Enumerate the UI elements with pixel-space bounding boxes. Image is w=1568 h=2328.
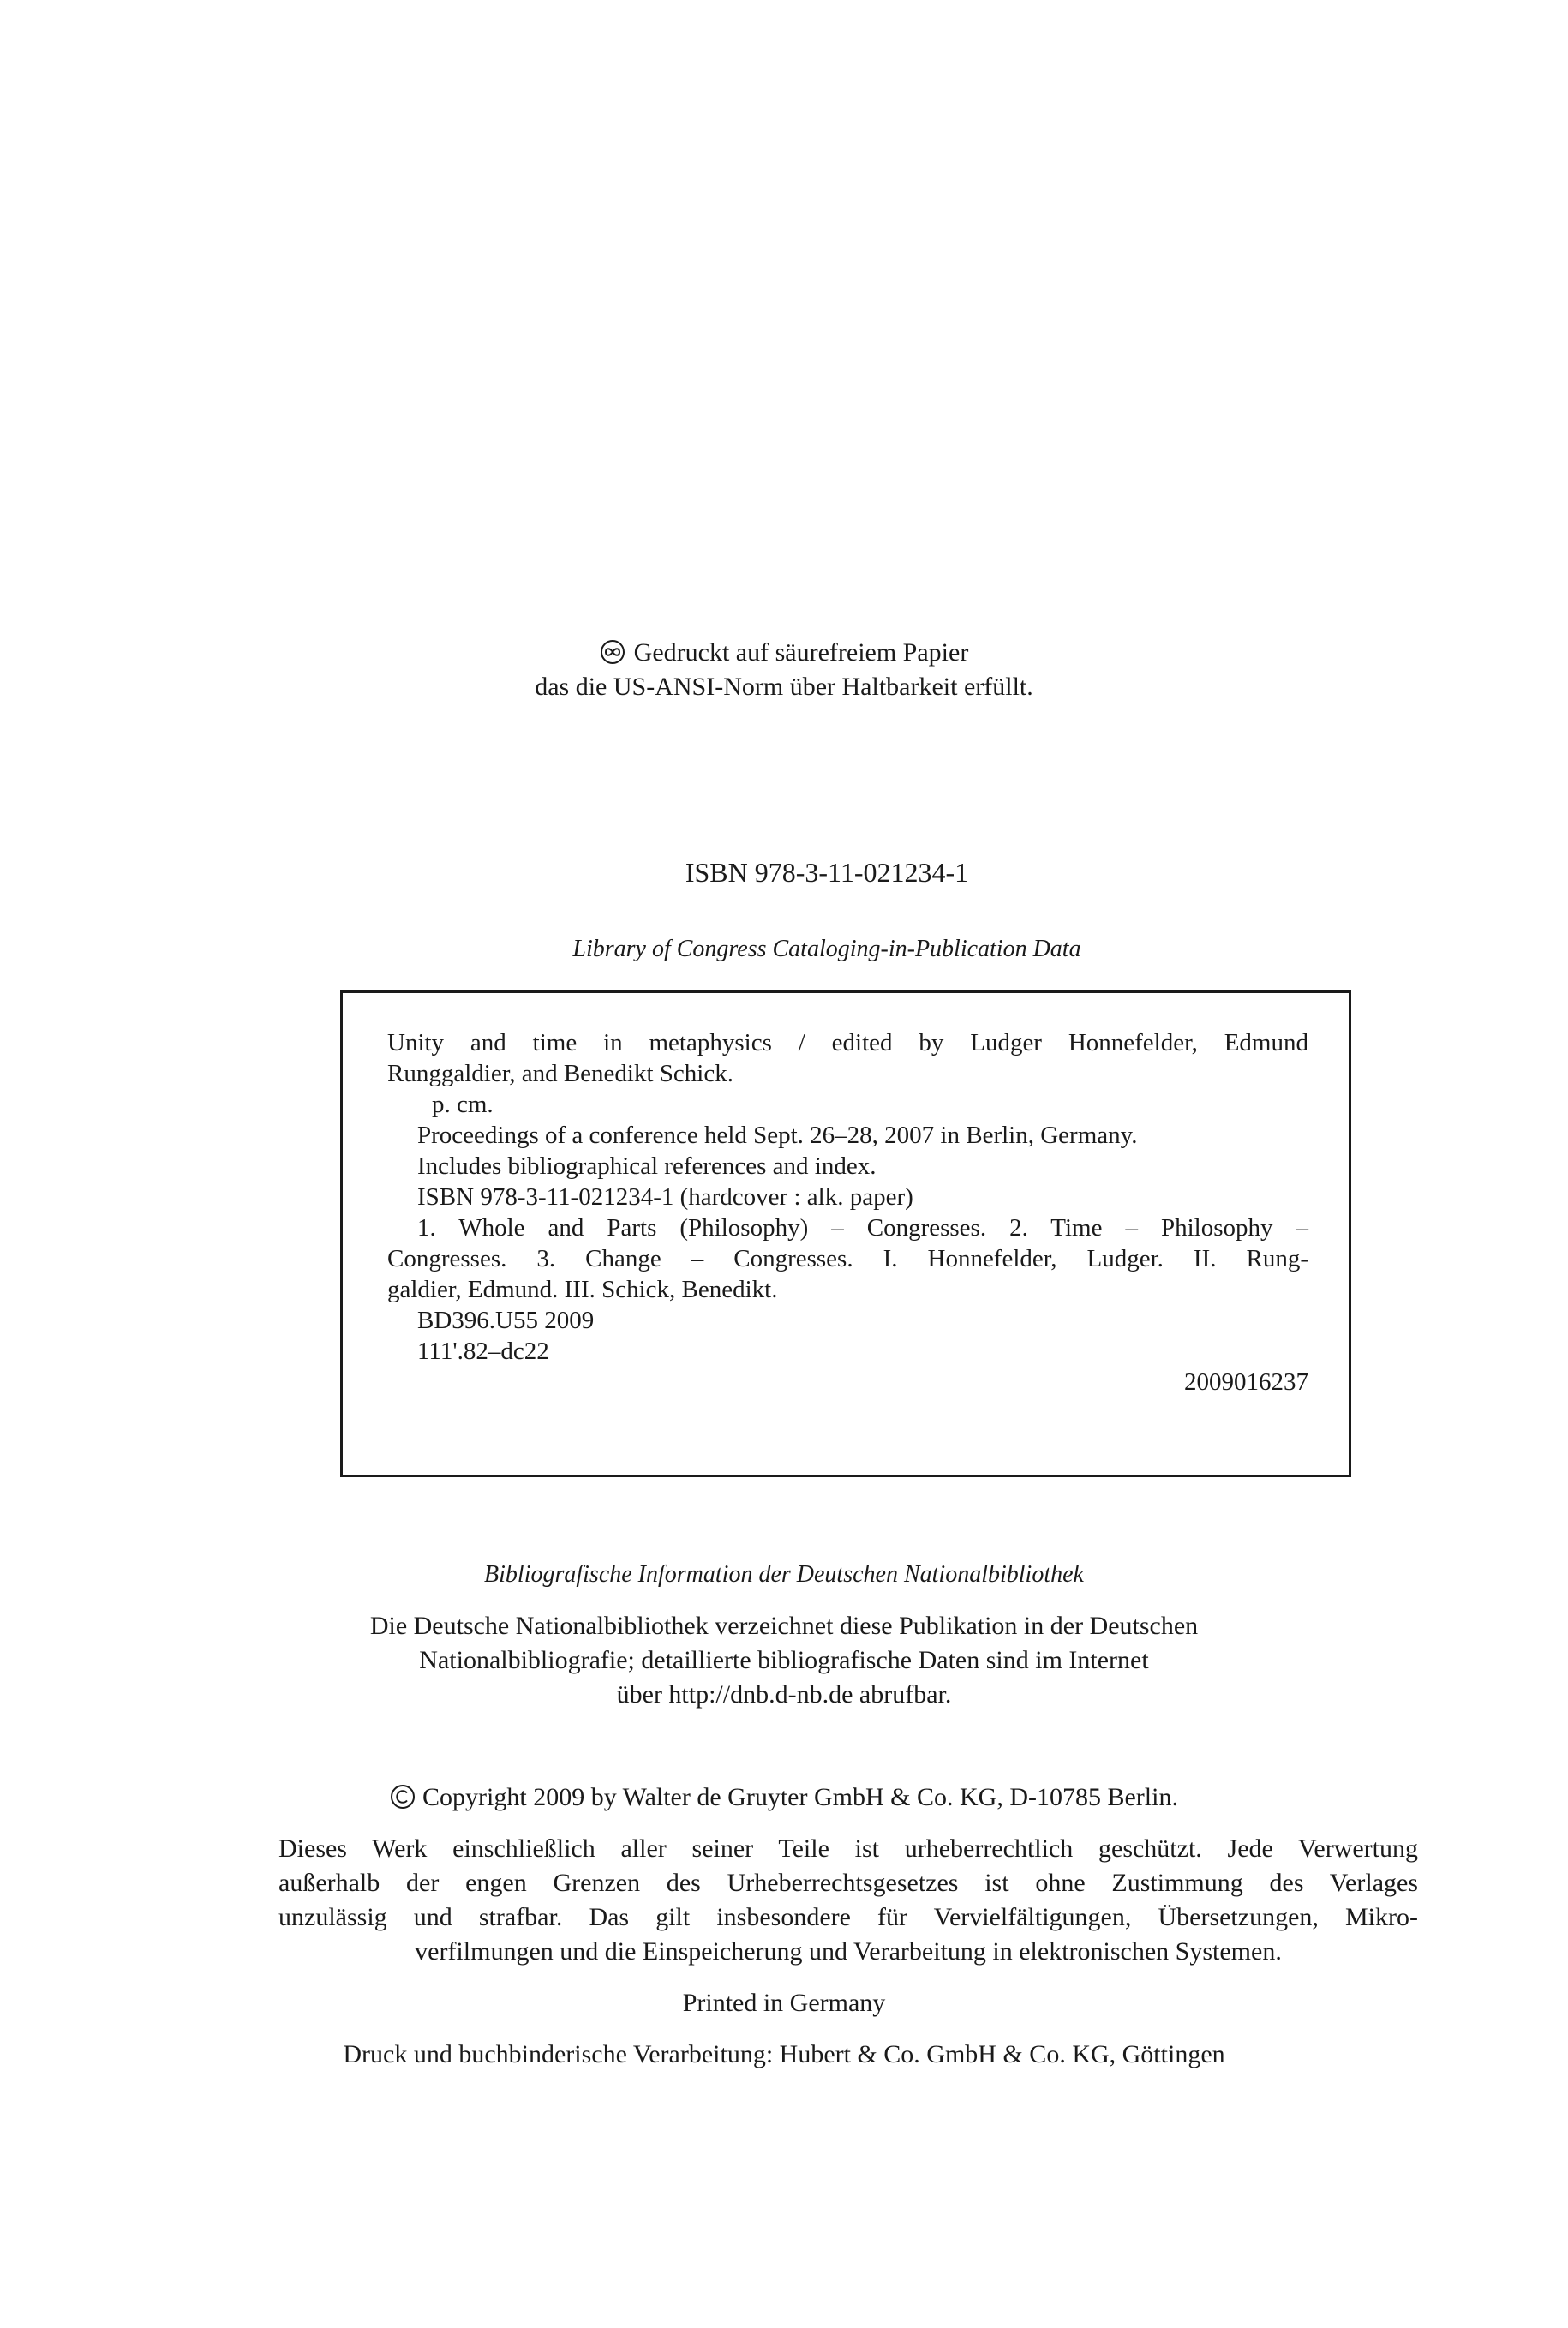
- printed-in: [0, 1986, 1568, 2020]
- printed-in-text: Printed in Germany: [682, 1989, 886, 2017]
- cip-line: ISBN 978-3-11-021234-1 (hardcover : alk. paper): [417, 1183, 913, 1211]
- rights-line: verfilmungen und die Einspeicherung und Verarbeitung in elektronischen Systemen.: [415, 1937, 1282, 1966]
- printer-info: [0, 2038, 1568, 2072]
- cip-line: 111'.82–dc22: [417, 1338, 549, 1365]
- copyright-notice: [0, 1780, 1568, 1815]
- cip-data-text: [387, 1027, 1308, 1397]
- dnb-heading: Bibliografische Information der Deutschen Nationalbibliothek: [484, 1561, 1084, 1588]
- cip-line: p. cm.: [432, 1091, 494, 1118]
- loc-cip-heading: Library of Congress Cataloging-in-Publication Data: [572, 936, 1081, 962]
- cip-line: Unity and time in metaphysics / edited by Ludger Honnefelder, Edmund: [387, 1029, 1308, 1056]
- dnb-line: Nationalbibliografie; detaillierte bibliografische Daten sind im Internet: [419, 1646, 1149, 1674]
- dnb-info: [0, 1609, 1568, 1712]
- isbn-main: ISBN 978-3-11-021234-1: [685, 857, 969, 888]
- cip-line: Proceedings of a conference held Sept. 26–28, 2007 in Berlin, Germany.: [417, 1122, 1138, 1149]
- copyright-icon: [390, 1784, 416, 1810]
- printer-info-text: Druck und buchbinderische Verarbeitung: Hubert & Co. GmbH & Co. KG, Göttingen: [343, 2040, 1225, 2068]
- cip-line: Congresses. 3. Change – Congresses. I. Honnefelder, Ludger. II. Rung-: [387, 1245, 1308, 1272]
- cip-line: Includes bibliographical references and index.: [417, 1152, 877, 1180]
- infinity-paper-icon: [600, 639, 625, 665]
- acid-free-paper-note: [0, 636, 1568, 704]
- paper-note-text-1: Gedruckt auf säurefreiem Papier: [633, 638, 969, 667]
- rights-line: unzulässig und strafbar. Das gilt insbesondere für Vervielfältigungen, Übersetzungen, Mikro-: [278, 1903, 1418, 1931]
- paper-note-line-1: [0, 636, 1568, 670]
- rights-paragraph: [278, 1832, 1418, 1969]
- lccn-number: 2009016237: [1184, 1368, 1308, 1396]
- cip-line: galdier, Edmund. III. Schick, Benedikt.: [387, 1276, 778, 1303]
- rights-line: Dieses Werk einschließlich aller seiner Teile ist urheberrechtlich geschützt. Jede Verwertung: [278, 1834, 1418, 1863]
- dnb-line: Die Deutsche Nationalbibliothek verzeichnet diese Publikation in der Deutschen: [369, 1612, 1199, 1640]
- cip-line: 1. Whole and Parts (Philosophy) – Congresses. 2. Time – Philosophy –: [417, 1214, 1308, 1242]
- rights-line: außerhalb der engen Grenzen des Urheberrechtsgesetzes ist ohne Zustimmung des Verlages: [278, 1869, 1418, 1897]
- cip-line: Runggaldier, and Benedikt Schick.: [387, 1060, 733, 1087]
- copyright-text: Copyright 2009 by Walter de Gruyter GmbH & Co. KG, D-10785 Berlin.: [422, 1783, 1178, 1811]
- paper-note-line-2: das die US-ANSI-Norm über Haltbarkeit erfüllt.: [535, 673, 1033, 701]
- dnb-line: über http://dnb.d-nb.de abrufbar.: [616, 1680, 952, 1709]
- cip-data-box: [340, 990, 1351, 1477]
- cip-line: BD396.U55 2009: [417, 1307, 595, 1334]
